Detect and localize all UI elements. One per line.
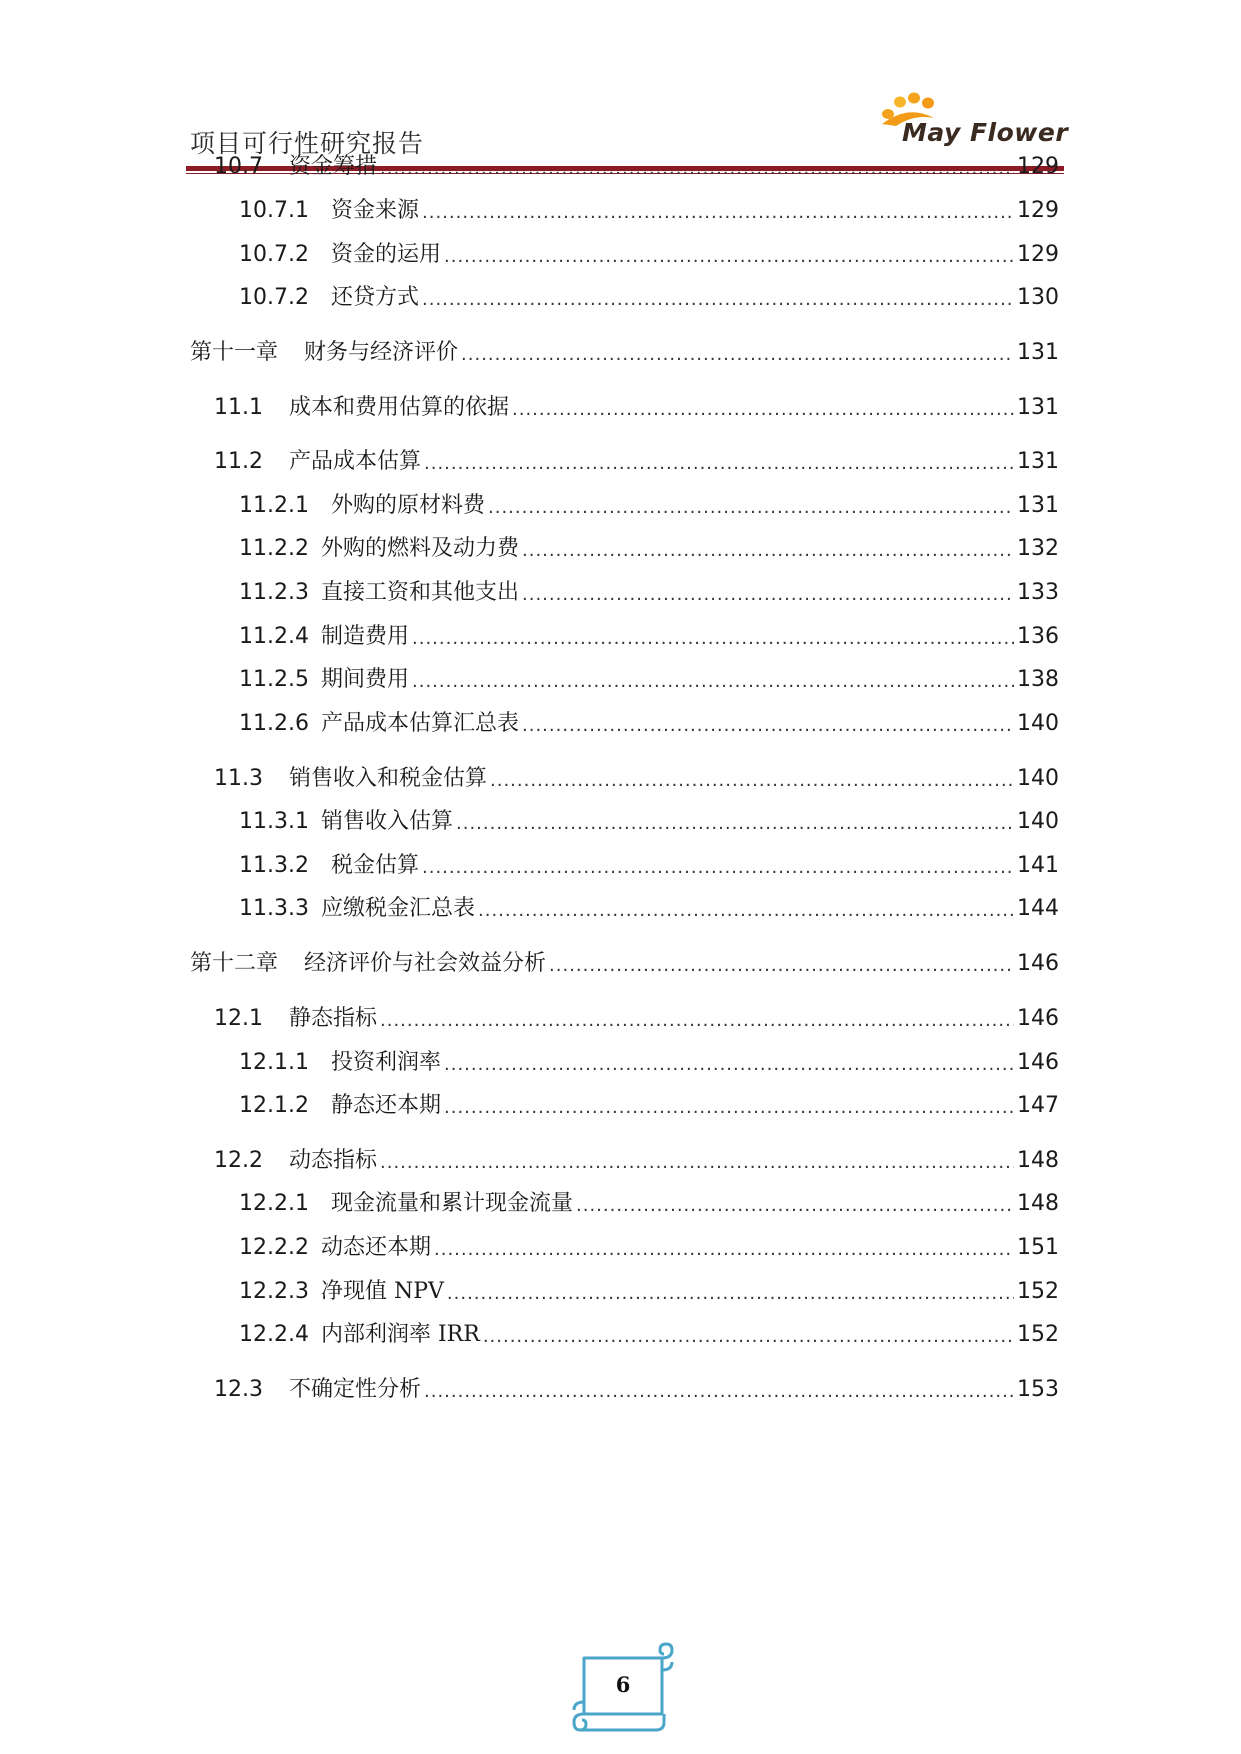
toc-entry[interactable] [239,578,1059,608]
toc-leader-dots [434,1237,1014,1263]
toc-entry-number: 10.7 [214,154,263,179]
toc-entry-label: 不确定性分析 [288,1377,421,1402]
toc-entry-number: 12.2 [214,1148,263,1173]
toc-entry-number: 12.2.4 [239,1322,309,1347]
toc-entry-label: 静态还本期 [330,1093,441,1118]
toc-entry[interactable] [190,338,1059,368]
toc-entry-page: 140 [1017,711,1059,736]
toc-entry-page: 148 [1017,1191,1059,1216]
toc-entry-number: 11.2.5 [239,667,309,692]
toc-entry-page: 131 [1017,493,1059,518]
toc-leader-dots [522,713,1014,739]
toc-leader-dots [422,200,1014,226]
toc-entry-label: 还贷方式 [330,285,419,310]
toc-entry[interactable] [214,764,1059,794]
toc-entry-page: 129 [1017,198,1059,223]
toc-entry-page: 138 [1017,667,1059,692]
toc-leader-dots [380,1008,1014,1034]
toc-entry-number: 11.2 [214,449,263,474]
toc-entry[interactable] [214,152,1059,182]
toc-entry-page: 131 [1017,395,1059,420]
toc-entry-label: 产品成本估算汇总表 [320,711,519,736]
toc-leader-dots [456,811,1014,837]
toc-entry-label: 成本和费用估算的依据 [288,395,509,420]
toc-entry-page: 151 [1017,1235,1059,1260]
toc-leader-dots [422,855,1014,881]
toc-entry-number: 10.7.2 [239,242,309,267]
toc-entry-number: 11.3.2 [239,853,309,878]
toc-leader-dots [522,538,1014,564]
toc-entry-number: 12.2.2 [239,1235,309,1260]
toc-entry-label: 外购的燃料及动力费 [320,536,519,561]
toc-leader-dots [380,156,1014,182]
toc-entry-number: 10.7.1 [239,198,309,223]
toc-entry[interactable] [239,851,1059,881]
toc-leader-dots [576,1193,1014,1219]
toc-entry-page: 140 [1017,766,1059,791]
toc-entry-number: 11.2.1 [239,493,309,518]
toc-entry-page: 152 [1017,1279,1059,1304]
toc-entry[interactable] [214,1004,1059,1034]
toc-entry-label: 投资利润率 [330,1050,441,1075]
toc-entry-number: 11.3.3 [239,896,309,921]
toc-entry-label: 应缴税金汇总表 [320,896,475,921]
toc-leader-dots [422,287,1014,313]
toc-leader-dots [512,397,1014,423]
toc-entry-page: 130 [1017,285,1059,310]
toc-entry-number: 第十一章 [190,340,279,365]
toc-entry-number: 12.2.3 [239,1279,309,1304]
toc-entry-page: 152 [1017,1322,1059,1347]
toc-entry-page: 148 [1017,1148,1059,1173]
toc-entry[interactable] [239,622,1059,652]
toc-leader-dots [380,1150,1014,1176]
toc-entry-page: 141 [1017,853,1059,878]
toc-entry-page: 133 [1017,580,1059,605]
toc-entry-number: 12.2.1 [239,1191,309,1216]
toc-entry-label: 净现值 NPV [320,1279,444,1304]
toc-entry-number: 12.3 [214,1377,263,1402]
toc-entry-label: 资金筹措 [288,154,377,179]
page-number: 6 [615,1672,631,1697]
toc-entry-label: 产品成本估算 [288,449,421,474]
toc-entry-page: 144 [1017,896,1059,921]
toc-entry[interactable] [239,665,1059,695]
toc-entry[interactable] [239,196,1059,226]
toc-entry-page: 129 [1017,154,1059,179]
toc-entry-page: 153 [1017,1377,1059,1402]
toc-entry-page: 146 [1017,951,1059,976]
toc-leader-dots [444,1095,1014,1121]
toc-entry-number: 11.2.2 [239,536,309,561]
toc-entry[interactable] [239,1277,1059,1307]
document-title: 项目可行性研究报告 [190,129,425,158]
toc-entry-label: 期间费用 [320,667,409,692]
logo-text: May Flower [902,118,1069,147]
toc-entry-number: 10.7.2 [239,285,309,310]
toc-leader-dots [478,898,1014,924]
toc-entry-page: 147 [1017,1093,1059,1118]
toc-entry[interactable] [239,1233,1059,1263]
toc-leader-dots [549,953,1014,979]
toc-entry-page: 140 [1017,809,1059,834]
toc-entry-label: 内部利润率 IRR [320,1322,480,1347]
toc-entry-number: 第十二章 [190,951,279,976]
toc-entry-number: 11.3.1 [239,809,309,834]
toc-entry[interactable] [239,1320,1059,1350]
toc-leader-dots [488,495,1014,521]
toc-leader-dots [522,582,1014,608]
toc-entry-label: 经济评价与社会效益分析 [304,951,547,976]
page-number-scroll [566,1640,680,1734]
toc-entry-number: 11.2.4 [239,624,309,649]
toc-entry[interactable] [239,240,1059,270]
toc-entry[interactable] [214,393,1059,423]
toc-entry[interactable] [214,447,1059,477]
toc-entry-number: 12.1.2 [239,1093,309,1118]
toc-entry[interactable] [214,1375,1059,1405]
toc-leader-dots [490,768,1014,794]
toc-entry-number: 12.1 [214,1006,263,1031]
toc-entry[interactable] [214,1146,1059,1176]
toc-entry-page: 136 [1017,624,1059,649]
toc-entry[interactable] [190,949,1059,979]
toc-leader-dots [444,244,1014,270]
toc-entry[interactable] [239,709,1059,739]
toc-leader-dots [461,342,1014,368]
toc-entry-label: 外购的原材料费 [330,493,485,518]
toc-entry-number: 11.2.6 [239,711,309,736]
toc-leader-dots [412,626,1014,652]
toc-entry-label: 制造费用 [320,624,409,649]
toc-entry-page: 129 [1017,242,1059,267]
toc-entry-label: 资金来源 [330,198,419,223]
toc-leader-dots [483,1324,1014,1350]
toc-entry-label: 销售收入估算 [320,809,453,834]
toc-entry-page: 131 [1017,449,1059,474]
toc-entry-page: 132 [1017,536,1059,561]
toc-entry[interactable] [239,1091,1059,1121]
toc-leader-dots [447,1281,1014,1307]
toc-entry-label: 财务与经济评价 [304,340,459,365]
toc-entry-label: 销售收入和税金估算 [288,766,487,791]
toc-leader-dots [444,1052,1014,1078]
toc-entry[interactable] [239,894,1059,924]
toc-entry[interactable] [239,491,1059,521]
toc-entry[interactable] [239,534,1059,564]
toc-entry-page: 131 [1017,340,1059,365]
toc-entry-label: 税金估算 [330,853,419,878]
toc-entry-page: 146 [1017,1050,1059,1075]
toc-entry[interactable] [239,807,1059,837]
toc-leader-dots [424,451,1014,477]
toc-leader-dots [424,1379,1014,1405]
toc-entry-number: 11.3 [214,766,263,791]
toc-entry[interactable] [239,1048,1059,1078]
toc-entry-label: 直接工资和其他支出 [320,580,519,605]
toc-entry-page: 146 [1017,1006,1059,1031]
toc-entry-label: 现金流量和累计现金流量 [330,1191,573,1216]
toc-entry-number: 12.1.1 [239,1050,309,1075]
toc-entry-label: 动态还本期 [320,1235,431,1260]
toc-entry-label: 动态指标 [288,1148,377,1173]
toc-entry-number: 11.1 [214,395,263,420]
toc-entry[interactable] [239,283,1059,313]
toc-entry-label: 静态指标 [288,1006,377,1031]
toc-entry-number: 11.2.3 [239,580,309,605]
toc-entry[interactable] [239,1189,1059,1219]
toc-leader-dots [412,669,1014,695]
toc-entry-label: 资金的运用 [330,242,441,267]
